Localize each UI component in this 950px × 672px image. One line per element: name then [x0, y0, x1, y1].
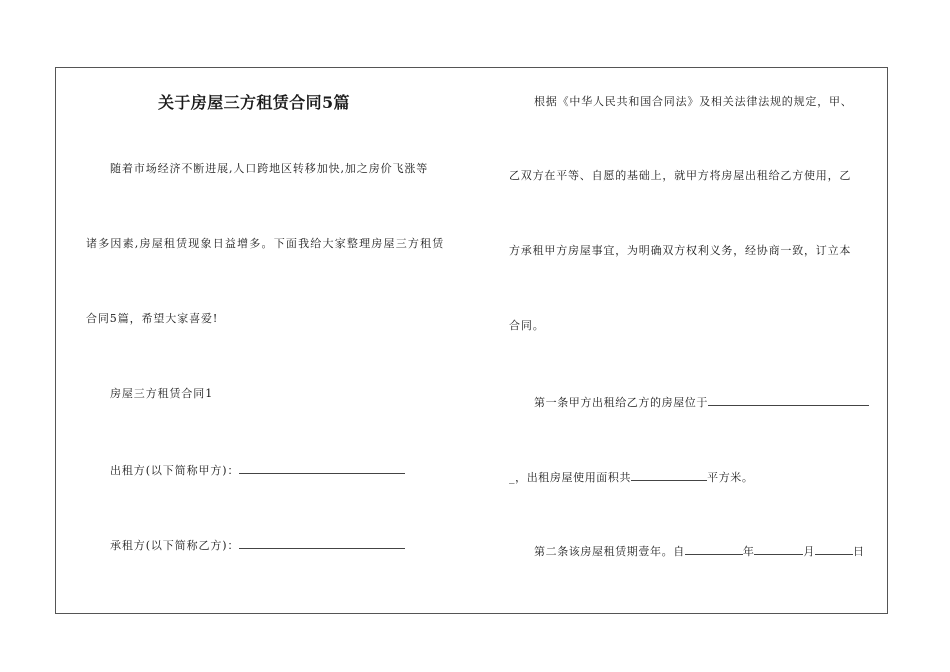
- article-2-month-label: 月: [803, 545, 816, 558]
- article-2-year-label: 年: [742, 545, 755, 558]
- right-line-1: 根据《中华人民共和国合同法》及相关法律法规的规定，甲、: [534, 95, 853, 108]
- lessee-label: 承租方(以下简称乙方)：: [110, 539, 240, 552]
- document-title: 关于房屋三方租赁合同5篇: [158, 93, 350, 112]
- right-line-4: 合同。: [509, 319, 545, 332]
- article-1-area-blank: [631, 469, 707, 481]
- article-2-year-blank: [685, 543, 743, 555]
- article-2-line: [534, 543, 865, 559]
- lessor-line: [110, 462, 405, 478]
- intro-line-1: 随着市场经济不断进展,人口跨地区转移加快,加之房价飞涨等: [110, 162, 429, 175]
- right-line-3: 方承租甲方房屋事宜，为明确双方权利义务，经协商一致，订立本: [509, 244, 852, 257]
- article-2-text: 第二条该房屋租赁期壹年。自: [534, 545, 685, 558]
- article-1-text: 第一条甲方出租给乙方的房屋位于: [534, 396, 708, 409]
- article-2-day-label: 日: [853, 545, 865, 558]
- lessee-blank: [239, 537, 405, 549]
- lessee-line: [110, 537, 405, 553]
- page-frame: [55, 67, 888, 614]
- lessor-blank: [239, 462, 405, 474]
- article-1-area-prefix: _，出租房屋使用面积共: [509, 471, 632, 484]
- contract-heading: 房屋三方租赁合同1: [110, 387, 214, 400]
- article-2-day-blank: [815, 543, 853, 555]
- article-1-line-b: [509, 469, 754, 485]
- article-1-line-a: [534, 394, 869, 410]
- article-1-location-blank: [708, 394, 869, 406]
- right-line-2: 乙双方在平等、自愿的基础上，就甲方将房屋出租给乙方使用，乙: [509, 169, 852, 182]
- intro-line-2: 诸多因素,房屋租赁现象日益增多。下面我给大家整理房屋三方租赁: [86, 237, 445, 250]
- lessor-label: 出租方(以下简称甲方)：: [110, 464, 240, 477]
- article-2-month-blank: [754, 543, 803, 555]
- intro-line-3: 合同5篇，希望大家喜爱!: [86, 312, 219, 325]
- article-1-area-suffix: 平方米。: [707, 471, 754, 484]
